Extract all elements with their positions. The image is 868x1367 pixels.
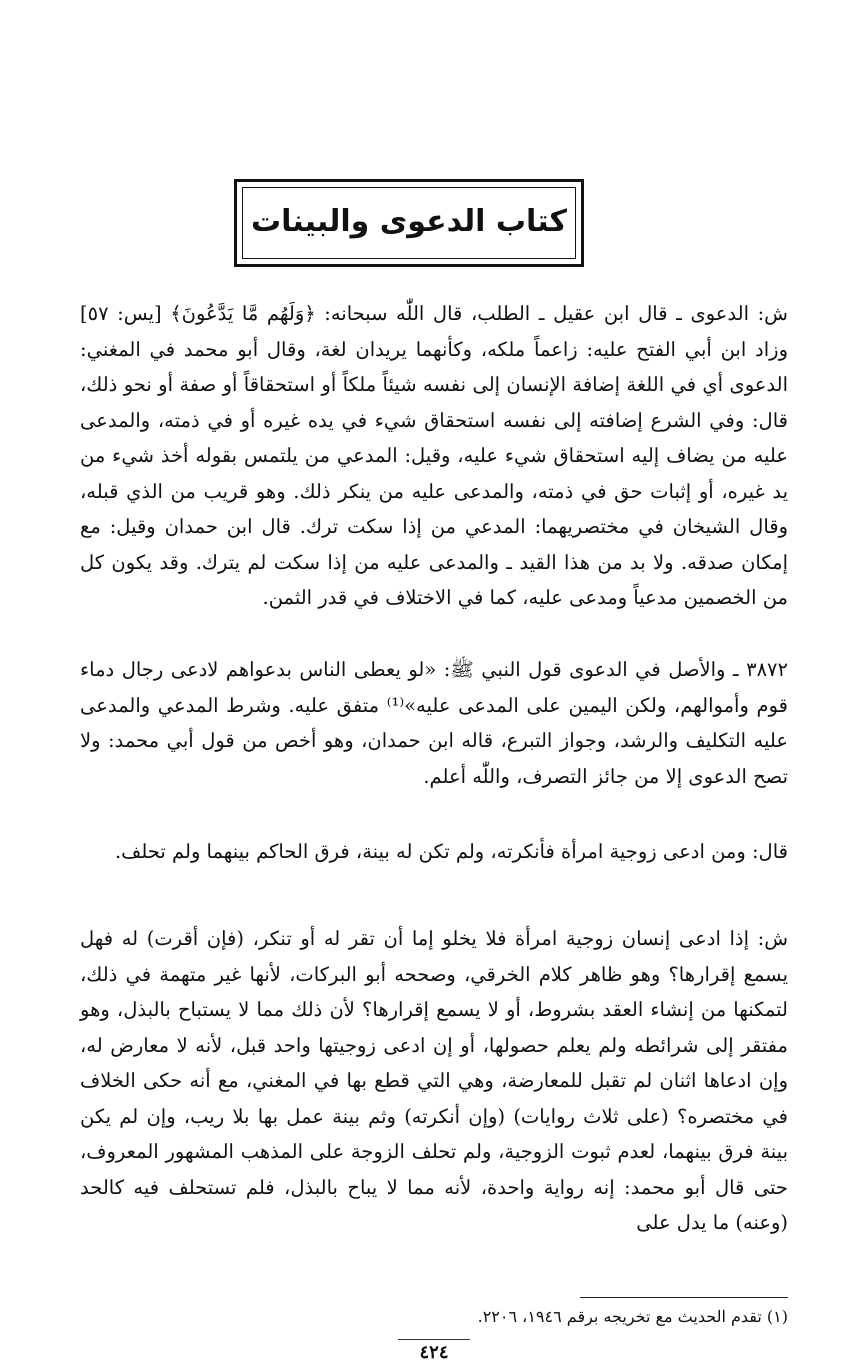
paragraph-matn: قال: ومن ادعى زوجية امرأة فأنكرته، ولم تكن له بينة، فرق الحاكم بينهما ولم تحلف.: [114, 840, 788, 863]
paragraph-definition: ش: الدعوى ـ قال ابن عقيل ـ الطلب، قال اللّٰه سبحانه: ﴿وَلَهُم مَّا يَدَّعُونَ﴾ [يس: ٥٧] وزاد ابن أبي الفتح عليه: زاعماً ملكه، وكأنهما يريدان لغة، وقال أبو محمد في المغني: الدعوى أي في اللغة إضافة الإنسان إلى نفسه شيئاً ملكاً أو استحقاقاً أو صفة أو نحو ذلك، قال: وفي الشرع إضافته إلى نفسه استحقاق شيء في يده غيره أو في ذمته، والمدعى عليه من يضاف إليه استحقاق شيء عليه، وقيل: المدعي من يلتمس بقوله أخذ شيء من يد غيره، أو إثبات حق في ذمته، والمدعى عليه من ينكر ذلك. وهو قريب من الذي قبله، وقال الشيخان في مختصريهما: المدعي من إذا سكت ترك. قال ابن حمدان وقيل: مع إمكان صدقه. ولا بد من هذا القيد ـ والمدعى عليه من إذا سكت لم يترك. وقد يكون كل من الخصمين مدعياً ومدعى عليه، كما في الاختلاف في قدر الثمن.: [80, 302, 788, 609]
paragraph-hadith-3872: ٣٨٧٢ ـ والأصل في الدعوى قول النبي ﷺ: «لو يعطى الناس بدعواهم لادعى رجال دماء قوم وأموالهم، ولكن اليمين على المدعى عليه»⁽¹⁾ متفق عليه. وشرط المدعي والمدعى عليه التكليف والرشد، وجواز التبرع، قاله ابن حمدان، وهو أخص من قول أبي محمد: ولا تصح الدعوى إلا من جائز التصرف، واللّٰه أعلم.: [80, 658, 788, 788]
paragraph-sharh: ش: إذا ادعى إنسان زوجية امرأة فلا يخلو إما أن تقر له أو تنكر، (فإن أقرت) له فهل يسمع إقرارها؟ وهو ظاهر كلام الخرقي، وصححه أبو البركات، لأنها غير متهمة في ذلك، لتمكنها من إنشاء العقد بشروط، أو لا يسمع إقرارها؟ لأن ذلك مما لا يستباح بالبذل، وهو مفتقر إلى شرائطه ولم يعلم حصولها، أو إن ادعى زوجيتها واحد قبل، لأنه لا معارض له، وإن ادعاها اثنان لم تقبل للمعارضة، وهي التي قطع بها في المغني، مع أنه حكى الخلاف في مختصره؟ (على ثلاث روايات) (وإن أنكرته) وثم بينة عمل بها بلا ريب، وإن لم يكن بينة فرق بينهما، لعدم ثبوت الزوجية، ولم تحلف الزوجة على المذهب المشهور المعروف، حتى قال أبو محمد: إنه رواية واحدة، لأنه مما لا يباح بالبذل، فلم تستحلف فيه كالحد (وعنه) ما يدل على: [80, 927, 789, 1234]
chapter-title-frame: [234, 179, 584, 267]
page-number-rule: [398, 1339, 470, 1340]
footnote: (١) تقدم الحديث مع تخريجه برقم ١٩٤٦، ٢٢٠٦.: [477, 1307, 788, 1326]
footnote-separator: [580, 1297, 788, 1298]
page-number: ٤٢٤: [419, 1342, 449, 1363]
chapter-title: كتاب الدعوى والبينات: [250, 204, 567, 239]
